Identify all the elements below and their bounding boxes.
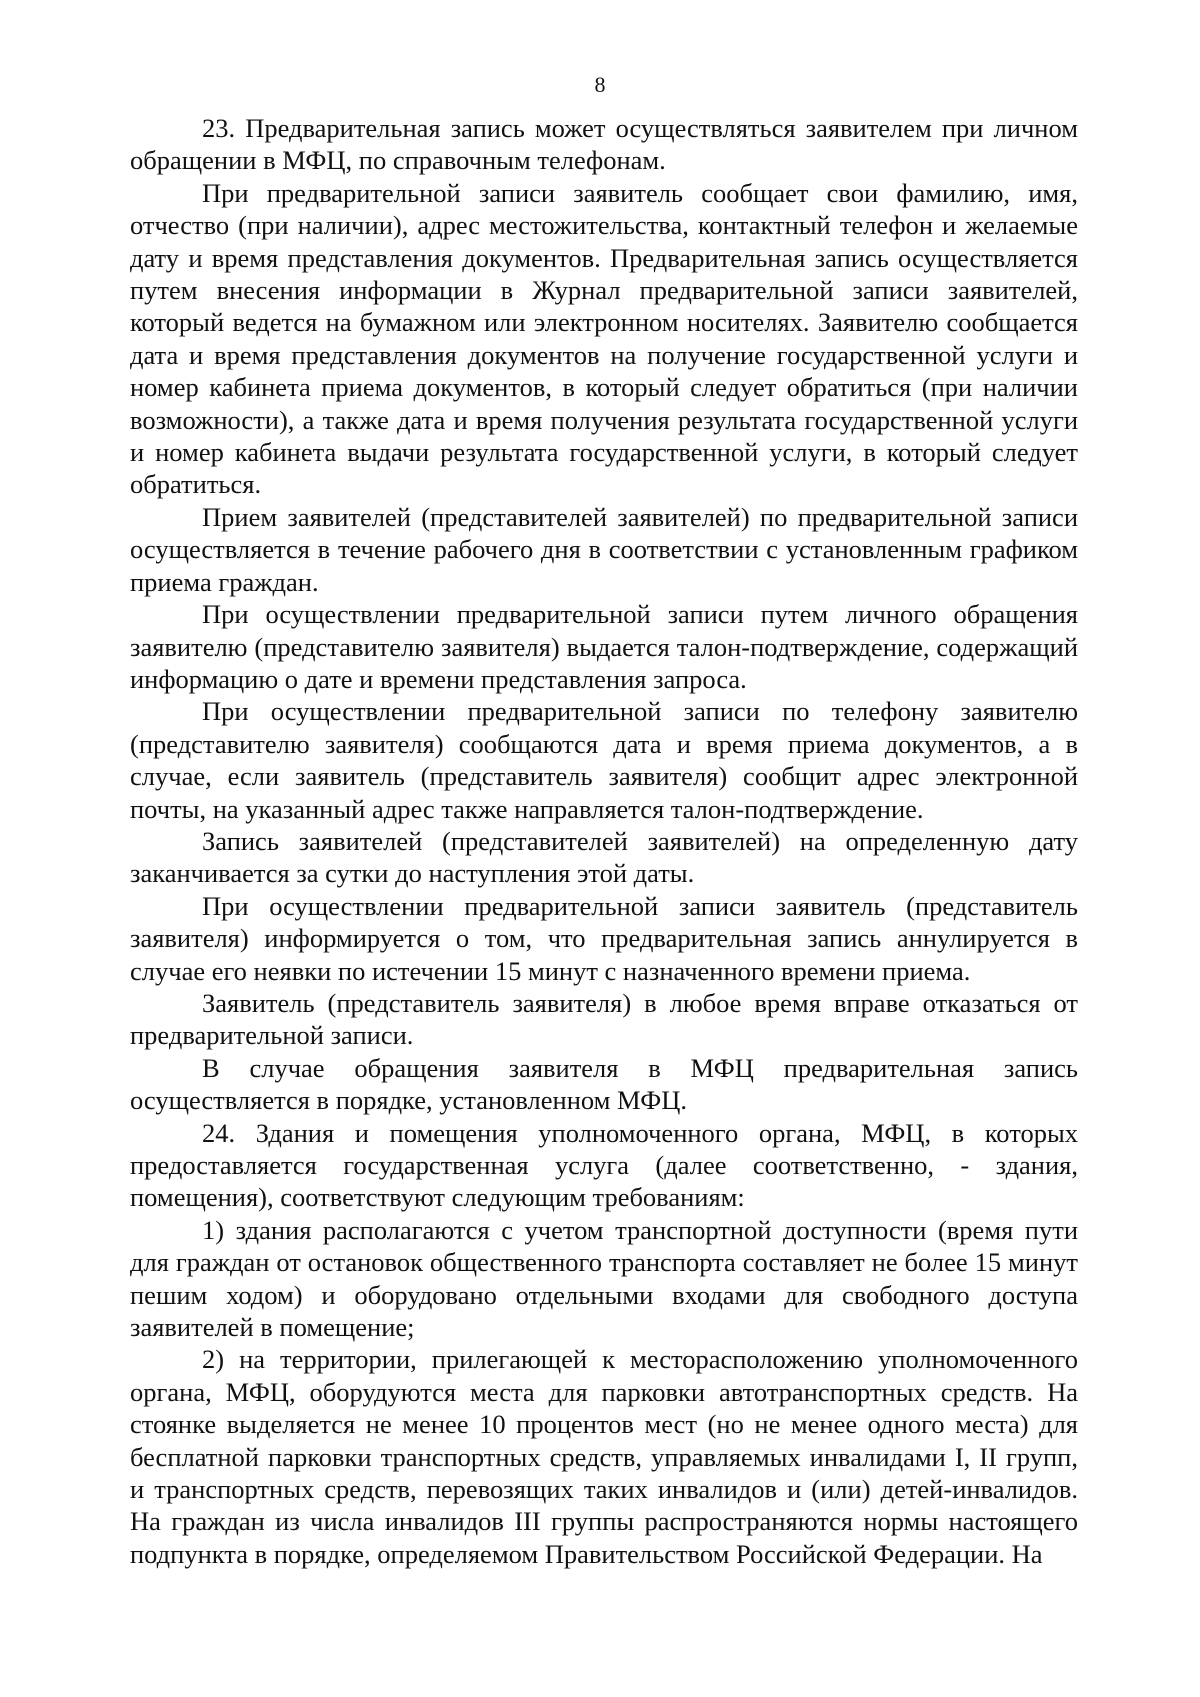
paragraph-refusal-right: Заявитель (представитель заявителя) в любое время вправе отказаться от предварительной записи. [130,987,1078,1051]
paragraph-record-cancellation: При осуществлении предварительной записи заявитель (представитель заявителя) информируется о том, что предварительная запись аннулируется в случае его неявки по истечении 15 минут с назначенного времени приема. [130,890,1078,986]
paragraph-24: 24. Здания и помещения уполномоченного органа, МФЦ, в которых предоставляется государственная услуга (далее соответственно, - здания, помещения), соответствуют следующим требованиям: [130,1117,1078,1213]
paragraph-24-item-2: 2) на территории, прилегающей к месторасположению уполномоченного органа, МФЦ, оборудуются места для парковки автотранспортных средств. На стоянке выделяется не менее 10 процентов мест (но не менее одного места) для бесплатной парковки транспортных средств, управляемых инвалидами I, II групп, и транспортных средств, перевозящих таких инвалидов и (или) детей-инвалидов. На граждан из числа инвалидов III группы распространяются нормы настоящего подпункта в порядке, определяемом Правительством Российской Федерации. На [130,1344,1078,1569]
paragraph-reception-schedule: Прием заявителей (представителей заявителей) по предварительной записи осуществляется в течение рабочего дня в соответствии с установленным графиком приема граждан. [130,501,1078,597]
paragraph-24-item-1: 1) здания располагаются с учетом транспортной доступности (время пути для граждан от остановок общественного транспорта составляет не более 15 минут пешим ходом) и оборудовано отдельными входами для свободного доступа заявителей в помещение; [130,1214,1078,1343]
paragraph-personal-visit-coupon: При осуществлении предварительной записи путем личного обращения заявителю (представителю заявителя) выдается талон-подтверждение, содержащий информацию о дате и времени представления запроса. [130,599,1078,694]
paragraph-23: 23. Предварительная запись может осуществляться заявителем при личном обращении в МФЦ, по справочным телефонам. [130,113,1078,176]
page-number: 8 [594,72,606,97]
paragraph-preliminary-record-details: При предварительной записи заявитель сообщает свои фамилию, имя, отчество (при наличии), адрес местожительства, контактный телефон и желаемые дату и время представления документов. Предварительная запись осуществляется путем внесения информации в Журнал предварительной записи заявителей, который ведется на бумажном или электронном носителях. Заявителю сообщается дата и время представления документов на получение государственной услуги и номер кабинета приема документов, в который следует обратиться (при наличии возможности), а также дата и время получения результата государственной услуги и номер кабинета выдачи результата государственной услуги, в который следует обратиться. [130,177,1078,500]
paragraph-mfc-procedure: В случае обращения заявителя в МФЦ предварительная запись осуществляется в порядке, установленном МФЦ. [130,1052,1078,1116]
paragraph-phone-record: При осуществлении предварительной записи по телефону заявителю (представителю заявителя) сообщаются дата и время приема документов, а в случае, если заявитель (представитель заявителя) сообщит адрес электронной почты, на указанный адрес также направляется талон-подтверждение. [130,696,1078,824]
paragraph-record-deadline: Запись заявителей (представителей заявителей) на определенную дату заканчивается за сутки до наступления этой даты. [130,825,1078,889]
document-body [130,112,1078,1570]
